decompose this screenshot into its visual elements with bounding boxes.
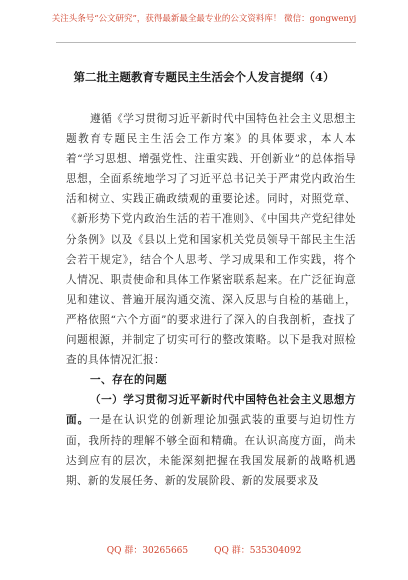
header-divider (56, 42, 356, 43)
subsection-body: 一是在认识党的创新理论加强武装的重要与迫切性方面，我所持的理解不够全面和精确。在认识高度方面，尚未达到应有的层次，未能深刻把握在我国发展新的战略机遇期、新的发展任务、新的发展阶段、新的发展要求及 (66, 414, 356, 487)
footer-qq-group-2: QQ 群：535304092 (214, 546, 302, 556)
subsection-title: （一）学习贯彻习近平新时代中国特色社会主义思想方面。 (66, 394, 356, 427)
intro-paragraph: 遵循《学习贯彻习近平新时代中国特色社会主义思想主题教育专题民主生活会工作方案》的具体要求，本人本着“学习思想、增强党性、注重实践、开创新业”的总体指导思想，全面系统地学习了习近平总书记关于严肃党内政治生活和树立、实践正确政绩观的重要论述。同时，对照党章、《新形势下党内政治生活的若干准则》、《中国共产党纪律处分条例》以及《县以上党和国家机关党员领导干部民主生活会若干规定》，结合个人思考、学习成果和工作实践，将个人情况、职责使命和具体工作紧密联系起来。在广泛征询意见和建议、普遍开展沟通交流、深入反思与自检的基础上，严格依照“六个方面”的要求进行了深入的自我剖析，查找了问题根源，并制定了切实可行的整改策略。以下是我对照检查的具体情况汇报： (66, 113, 356, 367)
footer (0, 546, 408, 557)
section-heading: 一、存在的问题 (90, 374, 167, 387)
document-title: 第二批主题教育专题民主生活会个人发言提纲（4） (73, 70, 335, 84)
header-note: 关注头条号“公文研究”，获得最新最全最专业的公文资料库！ 微信：gongwenyj (51, 14, 357, 24)
footer-qq-group-1: QQ 群：30265665 (106, 546, 189, 556)
document-body (66, 109, 356, 491)
subsection-paragraph (66, 390, 356, 490)
